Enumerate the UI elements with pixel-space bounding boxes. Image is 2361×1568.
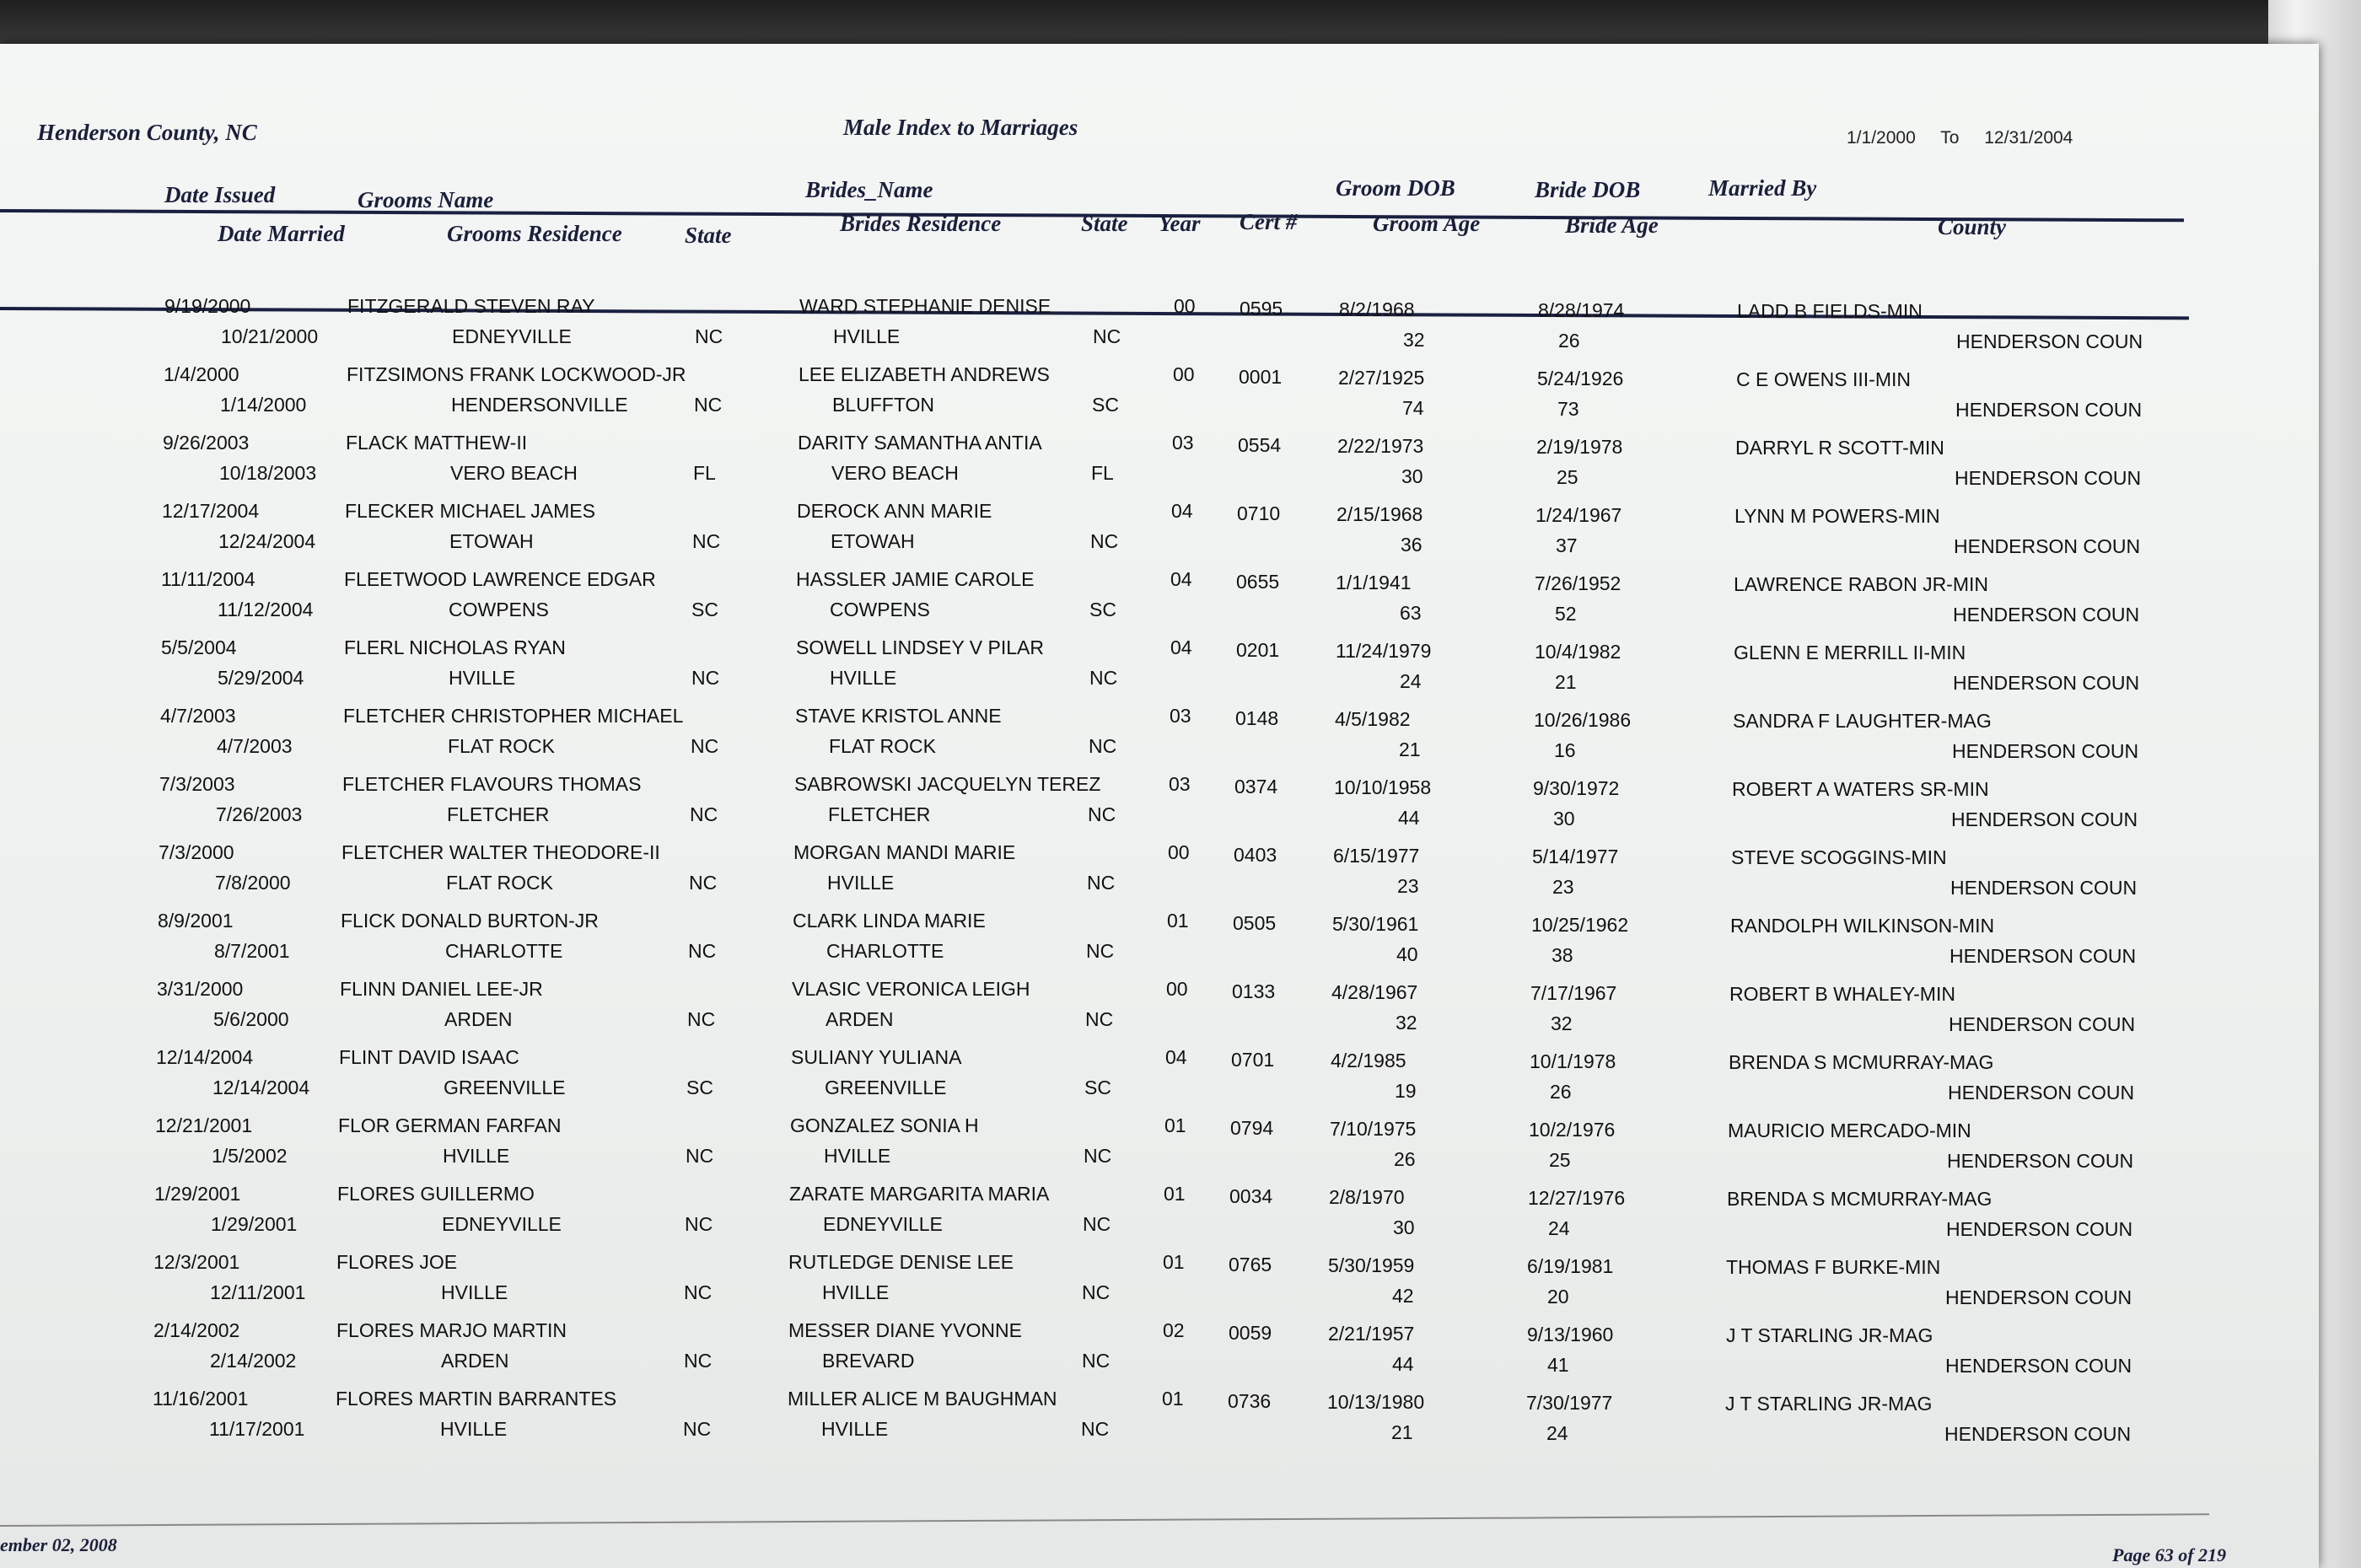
record-groom-state: SC <box>686 1077 713 1098</box>
record-date-issued: 9/26/2003 <box>163 432 250 454</box>
col-grooms-name: Grooms Name <box>358 187 494 212</box>
record-cert-number: 0701 <box>1231 1049 1275 1071</box>
record-married-by: STEVE SCOGGINS-MIN <box>1731 846 1947 868</box>
record-cert-number: 0403 <box>1234 844 1277 867</box>
record-groom-state: FL <box>693 462 716 484</box>
record-groom-state: NC <box>686 1145 714 1167</box>
record-bride-state: FL <box>1091 462 1114 484</box>
record-groom-residence: COWPENS <box>449 599 549 620</box>
record-groom-age: 30 <box>1393 1216 1415 1238</box>
record-year: 01 <box>1164 1183 1186 1205</box>
record-bride-age: 52 <box>1555 602 1577 625</box>
record-married-by: ROBERT B WHALEY-MIN <box>1729 982 1955 1005</box>
record-year: 01 <box>1163 1251 1185 1273</box>
record-bride-residence: VERO BEACH <box>831 462 959 484</box>
record-married-by: C E OWENS III-MIN <box>1736 368 1911 390</box>
record-date-married: 7/8/2000 <box>215 872 291 894</box>
record-date-issued: 5/5/2004 <box>161 636 237 658</box>
record-bride-residence: HVILLE <box>822 1281 890 1303</box>
record-bride-name: SABROWSKI JACQUELYN TEREZ <box>794 773 1101 795</box>
record-bride-age: 20 <box>1547 1285 1569 1308</box>
record-bride-name: DARITY SAMANTHA ANTIA <box>798 432 1042 454</box>
record-bride-residence: ARDEN <box>826 1008 894 1030</box>
record-bride-state: NC <box>1082 1281 1111 1303</box>
record-groom-dob: 10/10/1958 <box>1334 776 1432 798</box>
record-date-issued: 3/31/2000 <box>157 978 244 1000</box>
record-groom-residence: HVILLE <box>443 1145 510 1167</box>
record-bride-state: NC <box>1088 803 1116 825</box>
record-groom-name: FLORES GUILLERMO <box>337 1183 535 1205</box>
record-bride-age: 38 <box>1552 943 1573 966</box>
record-year: 00 <box>1173 363 1195 385</box>
record-bride-name: SULIANY YULIANA <box>791 1046 962 1068</box>
record-date-issued: 2/14/2002 <box>153 1319 240 1341</box>
record-bride-dob: 12/27/1976 <box>1528 1186 1626 1209</box>
record-groom-residence: FLAT ROCK <box>446 872 553 894</box>
record-county: HENDERSON COUN <box>1945 1354 2132 1377</box>
record-bride-name: ZARATE MARGARITA MARIA <box>789 1183 1050 1205</box>
col-state-groom: State <box>685 223 732 248</box>
record-cert-number: 0001 <box>1239 366 1283 389</box>
record-groom-dob: 2/22/1973 <box>1337 435 1424 457</box>
col-cert: Cert # <box>1240 209 1298 234</box>
record-groom-age: 21 <box>1399 738 1421 760</box>
record-county: HENDERSON COUN <box>1950 944 2137 967</box>
record-groom-name: FLINN DANIEL LEE-JR <box>340 978 543 1000</box>
record-groom-name: FLECKER MICHAEL JAMES <box>345 500 595 522</box>
record-groom-name: FITZSIMONS FRANK LOCKWOOD-JR <box>347 363 686 385</box>
record-date-married: 1/29/2001 <box>211 1213 298 1235</box>
record-bride-age: 73 <box>1557 397 1579 420</box>
record-cert-number: 0201 <box>1236 639 1280 662</box>
range-from: 1/1/2000 <box>1847 128 1916 148</box>
record-married-by: BRENDA S MCMURRAY-MAG <box>1729 1050 1994 1073</box>
record-date-married: 12/11/2001 <box>210 1281 306 1303</box>
record-groom-residence: EDNEYVILLE <box>442 1213 562 1235</box>
record-date-issued: 11/11/2004 <box>161 568 255 590</box>
record-bride-state: NC <box>1089 735 1117 757</box>
col-brides-name: Brides_Name <box>805 177 933 202</box>
record-married-by: SANDRA F LAUGHTER-MAG <box>1733 709 1992 732</box>
record-groom-age: 44 <box>1398 807 1420 829</box>
record-year: 01 <box>1164 1114 1186 1136</box>
record-county: HENDERSON COUN <box>1947 1149 2134 1172</box>
record-groom-state: NC <box>684 1350 713 1372</box>
record-cert-number: 0710 <box>1237 502 1281 525</box>
record-date-issued: 12/3/2001 <box>153 1251 240 1273</box>
record-bride-age: 37 <box>1556 534 1578 556</box>
col-brides-residence: Brides Residence <box>840 211 1002 236</box>
record-bride-age: 26 <box>1550 1080 1572 1103</box>
record-bride-dob: 6/19/1981 <box>1527 1254 1614 1277</box>
record-groom-dob: 2/27/1925 <box>1338 367 1425 389</box>
record-groom-dob: 2/21/1957 <box>1328 1323 1415 1345</box>
record-year: 00 <box>1168 841 1190 863</box>
record-bride-name: CLARK LINDA MARIE <box>793 910 986 932</box>
record-groom-age: 44 <box>1392 1353 1414 1375</box>
record-bride-name: GONZALEZ SONIA H <box>790 1114 979 1136</box>
record-married-by: GLENN E MERRILL II-MIN <box>1734 641 1966 663</box>
record-groom-age: 36 <box>1401 534 1423 556</box>
col-married-by: Married By <box>1708 175 1817 201</box>
record-bride-residence: BLUFFTON <box>832 394 934 416</box>
record-date-issued: 7/3/2003 <box>159 773 235 795</box>
record-groom-name: FLORES JOE <box>336 1251 458 1273</box>
record-groom-name: FLINT DAVID ISAAC <box>339 1046 519 1068</box>
record-married-by: LADD B FIELDS-MIN <box>1737 299 1923 322</box>
record-county: HENDERSON COUN <box>1955 398 2143 421</box>
record-bride-residence: GREENVILLE <box>825 1077 947 1098</box>
record-groom-residence: ARDEN <box>441 1350 509 1372</box>
record-bride-name: STAVE KRISTOL ANNE <box>795 705 1002 727</box>
record-bride-dob: 5/24/1926 <box>1537 367 1624 389</box>
record-date-married: 8/7/2001 <box>214 940 290 962</box>
record-date-married: 1/14/2000 <box>220 394 307 416</box>
record-groom-dob: 11/24/1979 <box>1336 640 1432 662</box>
record-bride-residence: ETOWAH <box>831 530 915 552</box>
record-year: 04 <box>1171 500 1193 522</box>
record-groom-state: NC <box>694 394 723 416</box>
record-bride-name: MESSER DIANE YVONNE <box>788 1319 1022 1341</box>
record-bride-residence: HVILLE <box>824 1145 891 1167</box>
record-groom-name: FLICK DONALD BURTON-JR <box>341 910 599 932</box>
record-bride-state: NC <box>1081 1418 1110 1440</box>
record-county: HENDERSON COUN <box>1952 739 2139 762</box>
record-county: HENDERSON COUN <box>1950 876 2138 899</box>
record-cert-number: 0736 <box>1228 1390 1272 1413</box>
record-groom-state: NC <box>692 530 721 552</box>
record-date-married: 10/18/2003 <box>219 462 317 484</box>
date-range <box>1847 128 2093 148</box>
record-year: 01 <box>1162 1388 1184 1410</box>
record-married-by: J T STARLING JR-MAG <box>1726 1324 1933 1346</box>
record-groom-name: FLORES MARJO MARTIN <box>336 1319 567 1341</box>
record-groom-state: NC <box>683 1418 712 1440</box>
record-groom-dob: 10/13/1980 <box>1327 1391 1425 1413</box>
record-groom-age: 30 <box>1401 465 1423 487</box>
record-groom-residence: CHARLOTTE <box>445 940 563 962</box>
record-groom-age: 40 <box>1396 943 1418 965</box>
record-bride-name: WARD STEPHANIE DENISE <box>799 295 1051 317</box>
record-bride-dob: 10/26/1986 <box>1534 708 1632 731</box>
record-county: HENDERSON COUN <box>1948 1081 2135 1104</box>
record-cert-number: 0034 <box>1229 1185 1273 1208</box>
record-bride-dob: 10/4/1982 <box>1535 640 1622 663</box>
record-groom-residence: HENDERSONVILLE <box>451 394 628 416</box>
record-groom-dob: 4/5/1982 <box>1335 708 1411 730</box>
record-groom-state: NC <box>691 735 719 757</box>
record-date-issued: 12/14/2004 <box>156 1046 254 1068</box>
record-cert-number: 0765 <box>1229 1254 1272 1276</box>
record-groom-dob: 2/15/1968 <box>1336 503 1423 525</box>
col-year: Year <box>1159 211 1201 236</box>
record-date-married: 7/26/2003 <box>216 803 303 825</box>
record-year: 01 <box>1167 910 1189 932</box>
record-county: HENDERSON COUN <box>1944 1422 2132 1445</box>
record-bride-age: 26 <box>1558 329 1580 352</box>
record-groom-age: 21 <box>1391 1421 1413 1443</box>
record-groom-residence: HVILLE <box>441 1281 508 1303</box>
col-bride-dob: Bride DOB <box>1535 177 1641 202</box>
record-groom-residence: VERO BEACH <box>450 462 578 484</box>
record-date-issued: 12/21/2001 <box>155 1114 253 1136</box>
record-groom-state: NC <box>690 803 718 825</box>
record-bride-state: SC <box>1092 394 1119 416</box>
col-grooms-residence: Grooms Residence <box>447 221 622 246</box>
record-groom-dob: 1/1/1941 <box>1336 572 1412 593</box>
record-married-by: BRENDA S MCMURRAY-MAG <box>1727 1187 1993 1210</box>
record-bride-name: HASSLER JAMIE CAROLE <box>796 568 1035 590</box>
record-date-issued: 1/4/2000 <box>164 363 239 385</box>
record-bride-dob: 8/28/1974 <box>1538 298 1625 321</box>
record-bride-residence: FLETCHER <box>828 803 931 825</box>
col-date-issued: Date Issued <box>164 182 276 207</box>
record-date-married: 1/5/2002 <box>212 1145 288 1167</box>
range-to-label: To <box>1940 128 1960 148</box>
footer-rule <box>0 1513 2209 1527</box>
record-bride-age: 21 <box>1555 670 1577 693</box>
record-groom-age: 32 <box>1396 1012 1417 1034</box>
record-groom-dob: 4/2/1985 <box>1331 1050 1406 1071</box>
record-bride-age: 25 <box>1557 465 1578 488</box>
record-cert-number: 0059 <box>1229 1322 1272 1345</box>
record-groom-residence: FLAT ROCK <box>448 735 555 757</box>
record-bride-name: LEE ELIZABETH ANDREWS <box>799 363 1050 385</box>
record-groom-name: FITZGERALD STEVEN RAY <box>347 295 595 317</box>
record-groom-dob: 2/8/1970 <box>1329 1186 1405 1208</box>
record-bride-state: NC <box>1086 940 1115 962</box>
record-groom-residence: ETOWAH <box>449 530 534 552</box>
record-groom-age: 24 <box>1400 670 1422 692</box>
record-bride-dob: 10/2/1976 <box>1529 1118 1616 1141</box>
record-bride-state: NC <box>1084 1145 1112 1167</box>
record-bride-name: MILLER ALICE M BAUGHMAN <box>788 1388 1057 1410</box>
record-date-married: 12/24/2004 <box>218 530 316 552</box>
range-to: 12/31/2004 <box>1984 128 2073 148</box>
col-state-bride: State <box>1081 211 1128 236</box>
record-bride-dob: 1/24/1967 <box>1535 503 1622 526</box>
record-married-by: THOMAS F BURKE-MIN <box>1726 1255 1941 1278</box>
record-groom-dob: 4/28/1967 <box>1331 981 1418 1003</box>
record-bride-dob: 10/25/1962 <box>1531 913 1629 936</box>
record-groom-state: NC <box>687 1008 716 1030</box>
record-married-by: DARRYL R SCOTT-MIN <box>1735 436 1944 459</box>
record-groom-dob: 8/2/1968 <box>1339 298 1415 320</box>
record-bride-state: NC <box>1093 325 1121 347</box>
record-date-issued: 8/9/2001 <box>158 910 234 932</box>
record-groom-state: NC <box>684 1281 713 1303</box>
record-bride-state: NC <box>1090 530 1119 552</box>
record-bride-age: 30 <box>1553 807 1575 830</box>
record-year: 02 <box>1163 1319 1185 1341</box>
record-groom-name: FLACK MATTHEW-II <box>346 432 528 454</box>
record-cert-number: 0655 <box>1236 571 1280 593</box>
record-year: 03 <box>1172 432 1194 454</box>
record-groom-state: NC <box>695 325 723 347</box>
record-date-married: 10/21/2000 <box>221 325 319 347</box>
col-groom-age: Groom Age <box>1373 211 1481 236</box>
record-county: HENDERSON COUN <box>1953 671 2140 694</box>
record-groom-dob: 5/30/1961 <box>1332 913 1419 935</box>
record-groom-residence: ARDEN <box>444 1008 513 1030</box>
record-bride-residence: HVILLE <box>830 667 897 689</box>
record-married-by: MAURICIO MERCADO-MIN <box>1728 1119 1971 1141</box>
record-bride-state: NC <box>1087 872 1116 894</box>
record-groom-dob: 5/30/1959 <box>1328 1254 1415 1276</box>
record-county: HENDERSON COUN <box>1954 534 2141 557</box>
record-date-married: 11/12/2004 <box>218 599 314 620</box>
record-county: HENDERSON COUN <box>1945 1286 2132 1308</box>
record-bride-dob: 9/30/1972 <box>1533 776 1620 799</box>
record-bride-dob: 7/17/1967 <box>1530 981 1617 1004</box>
record-groom-name: FLORES MARTIN BARRANTES <box>336 1388 617 1410</box>
record-bride-age: 24 <box>1548 1216 1570 1239</box>
record-groom-age: 42 <box>1392 1285 1414 1307</box>
record-married-by: RANDOLPH WILKINSON-MIN <box>1730 914 1995 937</box>
record-date-issued: 1/29/2001 <box>154 1183 241 1205</box>
record-bride-age: 16 <box>1554 738 1576 761</box>
record-date-issued: 12/17/2004 <box>162 500 260 522</box>
record-groom-dob: 7/10/1975 <box>1330 1118 1417 1140</box>
record-date-married: 11/17/2001 <box>209 1418 305 1440</box>
col-bride-age: Bride Age <box>1565 212 1659 238</box>
record-bride-age: 41 <box>1547 1353 1569 1376</box>
record-bride-state: NC <box>1089 667 1118 689</box>
record-year: 03 <box>1170 705 1191 727</box>
record-county: HENDERSON COUN <box>1946 1217 2133 1240</box>
record-bride-dob: 10/1/1978 <box>1530 1050 1616 1072</box>
record-date-issued: 9/19/2000 <box>164 295 251 317</box>
document-page <box>0 44 2319 1568</box>
record-groom-age: 63 <box>1400 602 1422 624</box>
record-cert-number: 0595 <box>1240 298 1283 320</box>
record-groom-name: FLOR GERMAN FARFAN <box>338 1114 562 1136</box>
record-year: 04 <box>1170 636 1192 658</box>
record-county: HENDERSON COUN <box>1956 330 2143 352</box>
record-bride-name: MORGAN MANDI MARIE <box>793 841 1016 863</box>
record-groom-state: NC <box>691 667 720 689</box>
col-groom-dob: Groom DOB <box>1336 175 1455 201</box>
record-bride-residence: BREVARD <box>822 1350 915 1372</box>
record-groom-age: 26 <box>1394 1148 1416 1170</box>
record-cert-number: 0505 <box>1233 912 1277 935</box>
record-groom-state: NC <box>688 940 717 962</box>
record-bride-residence: CHARLOTTE <box>826 940 944 962</box>
record-county: HENDERSON COUN <box>1955 466 2142 489</box>
record-county: HENDERSON COUN <box>1949 1012 2136 1035</box>
record-bride-dob: 9/13/1960 <box>1527 1323 1614 1345</box>
record-year: 00 <box>1166 978 1188 1000</box>
record-groom-residence: HVILLE <box>449 667 516 689</box>
record-bride-state: SC <box>1084 1077 1111 1098</box>
record-married-by: LYNN M POWERS-MIN <box>1734 504 1940 527</box>
record-bride-age: 23 <box>1552 875 1574 898</box>
record-bride-dob: 5/14/1977 <box>1532 845 1619 867</box>
record-bride-state: SC <box>1089 599 1116 620</box>
record-cert-number: 0794 <box>1230 1117 1274 1140</box>
record-bride-state: NC <box>1083 1213 1111 1235</box>
record-bride-residence: EDNEYVILLE <box>823 1213 943 1235</box>
record-cert-number: 0148 <box>1235 707 1279 730</box>
county-heading: Henderson County, NC <box>37 120 257 145</box>
record-bride-residence: HVILLE <box>821 1418 889 1440</box>
record-groom-name: FLETCHER CHRISTOPHER MICHAEL <box>343 705 684 727</box>
col-date-married: Date Married <box>218 221 345 246</box>
record-married-by: LAWRENCE RABON JR-MIN <box>1734 572 1988 595</box>
record-groom-name: FLETCHER FLAVOURS THOMAS <box>342 773 642 795</box>
footer-print-date: ember 02, 2008 <box>0 1534 117 1555</box>
record-groom-age: 19 <box>1395 1080 1417 1102</box>
record-year: 00 <box>1174 295 1196 317</box>
record-bride-dob: 2/19/1978 <box>1536 435 1623 458</box>
record-year: 04 <box>1170 568 1192 590</box>
record-groom-dob: 6/15/1977 <box>1333 845 1420 867</box>
record-groom-residence: HVILLE <box>440 1418 508 1440</box>
col-county: County <box>1938 214 2007 239</box>
record-date-married: 4/7/2003 <box>217 735 293 757</box>
record-groom-name: FLEETWOOD LAWRENCE EDGAR <box>344 568 656 590</box>
record-bride-residence: HVILLE <box>827 872 895 894</box>
record-bride-dob: 7/26/1952 <box>1535 572 1622 594</box>
record-date-married: 5/29/2004 <box>218 667 304 689</box>
record-bride-residence: FLAT ROCK <box>829 735 936 757</box>
record-bride-name: DEROCK ANN MARIE <box>797 500 992 522</box>
record-year: 03 <box>1169 773 1191 795</box>
record-groom-residence: GREENVILLE <box>444 1077 566 1098</box>
record-married-by: ROBERT A WATERS SR-MIN <box>1732 777 1989 800</box>
record-groom-state: NC <box>689 872 718 894</box>
record-bride-name: RUTLEDGE DENISE LEE <box>788 1251 1014 1273</box>
report-title: Male Index to Marriages <box>843 115 1078 140</box>
record-groom-name: FLERL NICHOLAS RYAN <box>344 636 566 658</box>
record-date-issued: 4/7/2003 <box>160 705 236 727</box>
record-bride-name: VLASIC VERONICA LEIGH <box>792 978 1030 1000</box>
record-cert-number: 0554 <box>1238 434 1282 457</box>
record-date-married: 12/14/2004 <box>212 1077 310 1098</box>
record-bride-dob: 7/30/1977 <box>1526 1391 1613 1414</box>
record-groom-state: SC <box>691 599 718 620</box>
record-date-issued: 11/16/2001 <box>153 1388 249 1410</box>
record-groom-age: 23 <box>1397 875 1419 897</box>
record-bride-age: 32 <box>1551 1012 1573 1034</box>
record-county: HENDERSON COUN <box>1953 603 2140 626</box>
desk-background <box>0 0 2361 51</box>
record-groom-age: 32 <box>1403 329 1425 351</box>
record-bride-residence: HVILLE <box>833 325 901 347</box>
record-year: 04 <box>1165 1046 1187 1068</box>
record-date-issued: 7/3/2000 <box>159 841 234 863</box>
record-bride-age: 24 <box>1546 1421 1568 1444</box>
record-groom-name: FLETCHER WALTER THEODORE-II <box>342 841 660 863</box>
record-date-married: 5/6/2000 <box>213 1008 289 1030</box>
record-date-married: 2/14/2002 <box>210 1350 297 1372</box>
record-cert-number: 0374 <box>1234 776 1278 798</box>
record-bride-name: SOWELL LINDSEY V PILAR <box>796 636 1045 658</box>
record-married-by: J T STARLING JR-MAG <box>1725 1392 1933 1415</box>
record-bride-state: NC <box>1082 1350 1111 1372</box>
record-bride-state: NC <box>1085 1008 1114 1030</box>
record-groom-age: 74 <box>1402 397 1424 419</box>
record-county: HENDERSON COUN <box>1951 808 2138 830</box>
footer-page-number: Page 63 of 219 <box>2112 1544 2227 1565</box>
record-groom-residence: FLETCHER <box>447 803 550 825</box>
record-bride-age: 25 <box>1549 1148 1571 1171</box>
record-cert-number: 0133 <box>1232 980 1276 1003</box>
record-groom-state: NC <box>685 1213 713 1235</box>
record-bride-residence: COWPENS <box>830 599 930 620</box>
record-groom-residence: EDNEYVILLE <box>452 325 572 347</box>
